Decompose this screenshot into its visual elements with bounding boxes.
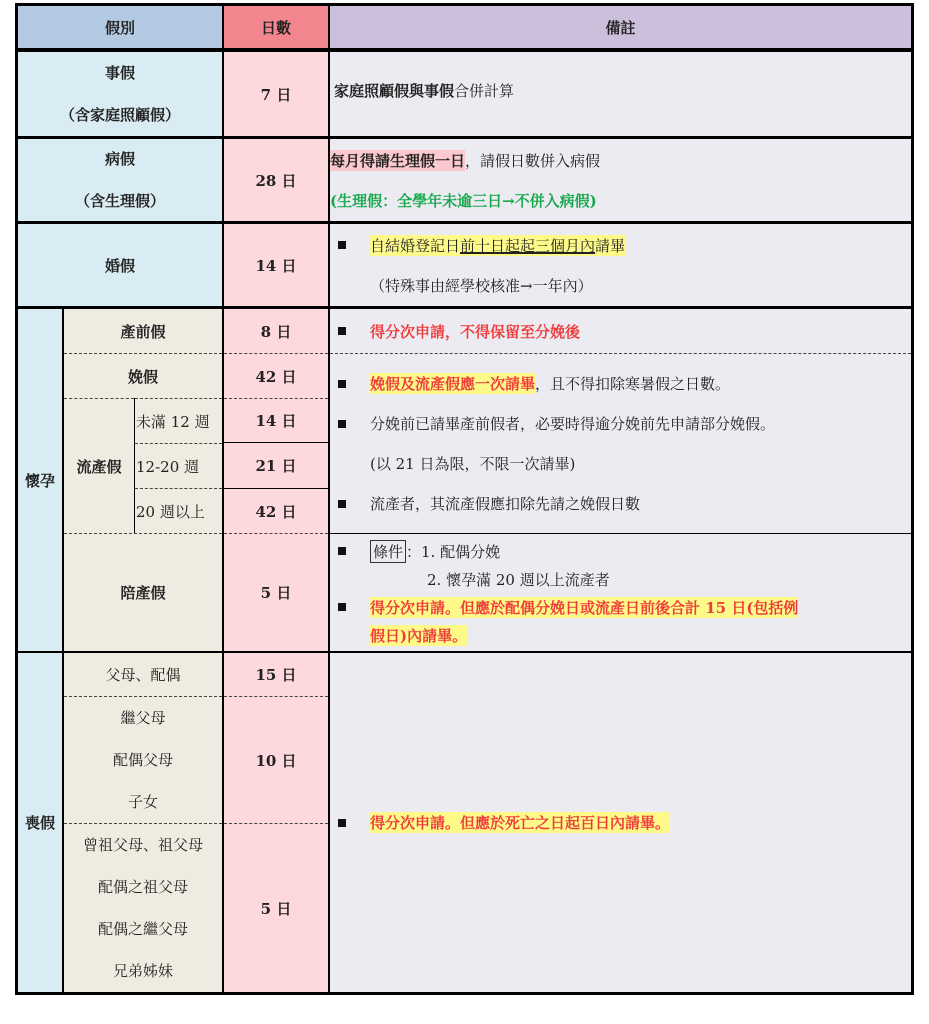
paternity-note-1: 得分次申請。但應於配偶分娩日或流產日前後合計 15 日(包括例	[370, 598, 799, 617]
header-type: 假別	[18, 6, 222, 48]
bereavement-group-label: 喪假	[18, 653, 62, 992]
bullet-icon	[338, 380, 346, 388]
bereavement-tier-3-relations	[64, 823, 222, 992]
maternity-note-line4: 流產者，其流產假應扣除先請之娩假日數	[370, 495, 641, 513]
sick-leave-title: 病假	[104, 150, 135, 168]
marriage-note-sub: （特殊事由經學校核准→一年內）	[370, 276, 593, 295]
relation: 子女	[127, 793, 158, 811]
miscarriage-days-2: 21 日	[224, 443, 328, 488]
bereavement-note-text: 得分次申請。但應於死亡之日起百日內請畢。	[370, 814, 671, 832]
sick-leave-days: 28 日	[224, 139, 328, 221]
pregnancy-group-label: 懷孕	[18, 309, 62, 651]
maternity-note-line3: (以 21 日為限，不限一次請畢)	[370, 455, 576, 473]
header-days: 日數	[224, 6, 328, 48]
prenatal-leave-note	[330, 309, 911, 353]
bereavement-tier-1-relations	[64, 653, 222, 696]
relation: 兄弟姊妹	[112, 962, 173, 980]
relation: 曾祖父母、祖父母	[82, 836, 203, 854]
sick-note-rest: ，請假日數併入病假	[465, 151, 601, 170]
paternity-leave-label: 陪產假	[64, 533, 222, 651]
personal-leave-days: 7 日	[224, 52, 328, 136]
bullet-icon	[338, 547, 346, 555]
personal-note-rest: 合併計算	[454, 82, 515, 100]
paternity-condition-2: 2. 懷孕滿 20 週以上流產者	[427, 570, 610, 589]
relation: 配偶之祖父母	[97, 878, 188, 896]
paternity-condition-label: 條件	[370, 540, 406, 563]
relation: 父母、配偶	[105, 666, 181, 684]
relation: 配偶之繼父母	[97, 920, 188, 938]
paternity-condition-1: ：1. 配偶分娩	[406, 542, 501, 561]
leave-table	[15, 3, 914, 995]
personal-leave-title: 事假	[104, 64, 135, 82]
marriage-note-b: 請畢	[595, 236, 626, 255]
bullet-icon	[338, 603, 346, 611]
bullet-icon	[338, 420, 346, 428]
bereavement-tier-1-days: 15 日	[224, 653, 328, 696]
bereavement-tier-2-days: 10 日	[224, 696, 328, 823]
sick-note-menstrual: (生理假：全學年未逾三日→不併入病假)	[330, 191, 597, 210]
relation: 繼父母	[120, 709, 166, 727]
marriage-note-underline: 前十日起起三個月內	[460, 236, 596, 255]
personal-leave-subtitle: （含家庭照顧假）	[59, 106, 180, 124]
paternity-note-2: 假日)內請畢。	[370, 626, 468, 645]
prenatal-note-text: 得分次申請，不得保留至分娩後	[370, 322, 581, 341]
maternity-note-highlight: 娩假及流產假應一次請畢	[370, 375, 536, 393]
sick-leave-subtitle: （含生理假）	[74, 192, 165, 210]
marriage-leave-note	[330, 224, 911, 306]
miscarriage-days-1: 14 日	[224, 398, 328, 442]
prenatal-leave-label: 產前假	[64, 309, 222, 353]
personal-note-bold: 家庭照顧假與事假	[334, 82, 455, 100]
sick-note-highlight: 每月得請生理假一日	[330, 151, 466, 170]
maternity-leave-days: 42 日	[224, 353, 328, 398]
relation: 配偶父母	[112, 751, 173, 769]
bullet-icon	[338, 500, 346, 508]
bereavement-tier-3-days: 5 日	[224, 823, 328, 992]
bullet-icon	[338, 819, 346, 827]
maternity-note-line2: 分娩前已請畢產前假者，必要時得逾分娩前先申請部分娩假。	[370, 415, 776, 433]
paternity-leave-days: 5 日	[224, 533, 328, 651]
bereavement-note	[330, 653, 911, 992]
sick-leave-label	[18, 139, 222, 221]
marriage-leave-label: 婚假	[18, 224, 222, 306]
personal-leave-note	[330, 52, 911, 136]
paternity-leave-note	[330, 534, 911, 651]
sick-leave-note	[330, 139, 911, 221]
bullet-icon	[338, 327, 346, 335]
maternity-leave-label: 娩假	[64, 353, 222, 398]
bereavement-tier-2-relations	[64, 696, 222, 823]
marriage-leave-days: 14 日	[224, 224, 328, 306]
miscarriage-sub-3: 20 週以上	[135, 488, 222, 533]
bullet-icon	[338, 241, 346, 249]
maternity-note-rest: ，且不得扣除寒暑假之日數。	[535, 375, 731, 393]
maternity-notes	[330, 353, 911, 533]
header-note: 備註	[330, 6, 911, 48]
miscarriage-sub-1: 未滿 12 週	[135, 398, 222, 443]
miscarriage-days-3: 42 日	[224, 489, 328, 533]
personal-leave-label	[18, 52, 222, 136]
miscarriage-leave-label: 流產假	[64, 398, 134, 533]
miscarriage-sub-2: 12-20 週	[135, 443, 222, 488]
prenatal-leave-days: 8 日	[224, 309, 328, 353]
marriage-note-a: 自結婚登記日	[370, 236, 461, 255]
